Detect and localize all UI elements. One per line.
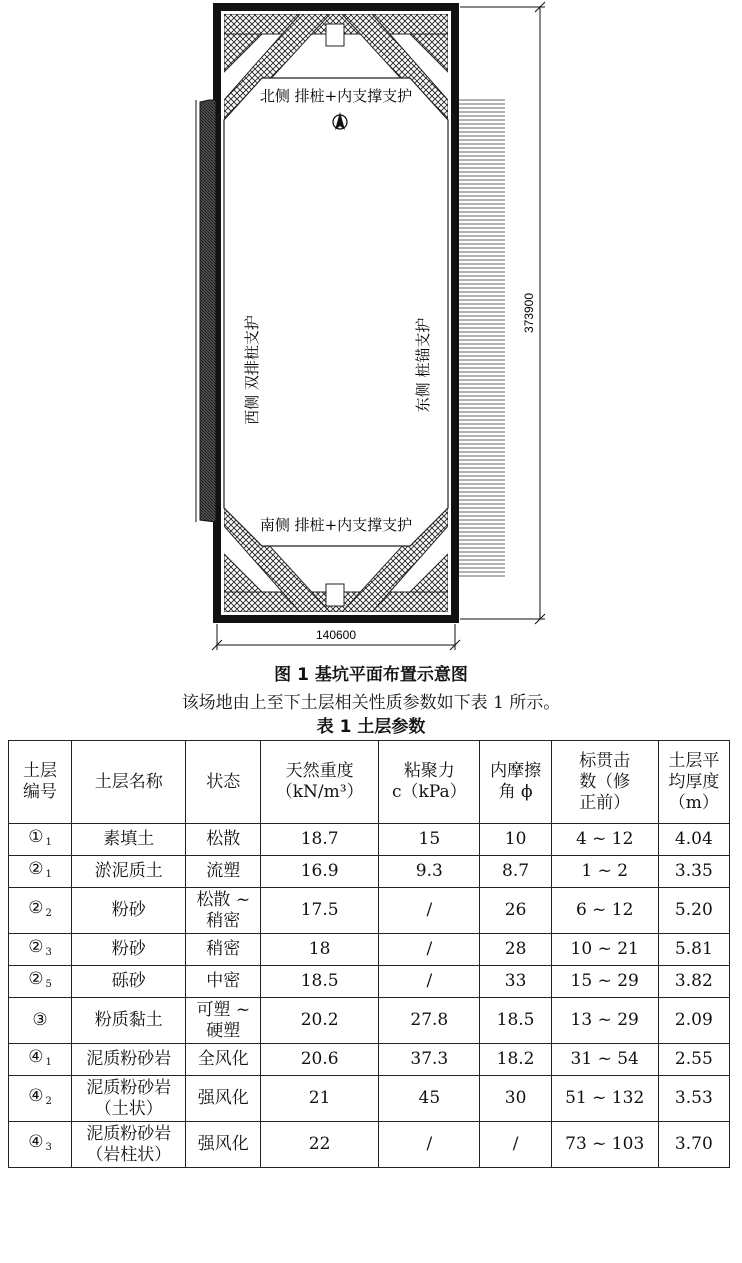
cell-cohesion: / xyxy=(379,1122,480,1168)
cell-friction-angle: 18.5 xyxy=(480,998,551,1044)
cell-state: 中密 xyxy=(186,966,261,998)
soil-parameter-table xyxy=(8,740,730,1168)
cell-layer-id: ① $_1$ xyxy=(9,824,72,856)
header-text: 正前） xyxy=(579,792,631,813)
header-text: 土层 xyxy=(23,761,57,781)
table-row xyxy=(9,888,730,934)
cell-unit-weight: 18.5 xyxy=(261,966,379,998)
cell-spt: 13 ~ 29 xyxy=(551,998,658,1044)
cell-layer-name: 泥质粉砂岩 （土状） xyxy=(72,1076,186,1122)
excavation-area xyxy=(224,78,448,546)
cell-unit-weight: 17.5 xyxy=(261,888,379,934)
cell-layer-id: ③ xyxy=(9,998,72,1044)
cell-friction-angle: 28 xyxy=(480,934,551,966)
cell-cohesion: / xyxy=(379,966,480,998)
cell-unit-weight: 20.2 xyxy=(261,998,379,1044)
cell-friction-angle: 33 xyxy=(480,966,551,998)
header-text: c（kPa） xyxy=(392,782,467,802)
cell-layer-id: ④ $_2$ xyxy=(9,1076,72,1122)
col-unit-weight xyxy=(261,741,379,824)
header-text: 状态 xyxy=(206,771,241,792)
cell-cohesion: 45 xyxy=(379,1076,480,1122)
cell-thickness: 5.20 xyxy=(658,888,729,934)
cell-unit-weight: 16.9 xyxy=(261,856,379,888)
cell-layer-id: ② $_5$ xyxy=(9,966,72,998)
table-row xyxy=(9,1044,730,1076)
header-text: 土层名称 xyxy=(94,771,163,792)
cell-spt: 10 ~ 21 xyxy=(551,934,658,966)
cell-layer-name: 粉砂 xyxy=(72,888,186,934)
cell-spt: 51 ~ 132 xyxy=(551,1076,658,1122)
cell-state: 全风化 xyxy=(186,1044,261,1076)
cell-friction-angle: 8.7 xyxy=(480,856,551,888)
cell-spt: 31 ~ 54 xyxy=(551,1044,658,1076)
cell-layer-name: 泥质粉砂岩 （岩柱状） xyxy=(72,1122,186,1168)
table-row xyxy=(9,1076,730,1122)
header-text: （m） xyxy=(668,792,719,813)
cell-layer-id: ② $_2$ xyxy=(9,888,72,934)
header-text: （kN/m³） xyxy=(275,782,364,802)
cell-spt: 4 ~ 12 xyxy=(551,824,658,856)
cell-unit-weight: 21 xyxy=(261,1076,379,1122)
cell-thickness: 3.82 xyxy=(658,966,729,998)
col-cohesion xyxy=(379,741,480,824)
cell-unit-weight: 18.7 xyxy=(261,824,379,856)
cell-thickness: 3.35 xyxy=(658,856,729,888)
table-row xyxy=(9,934,730,966)
cell-layer-id: ② $_1$ xyxy=(9,856,72,888)
table-row xyxy=(9,856,730,888)
cell-friction-angle: 30 xyxy=(480,1076,551,1122)
height-dimension-label: 373900 xyxy=(522,292,536,334)
cell-spt: 6 ~ 12 xyxy=(551,888,658,934)
cell-state: 松散 xyxy=(186,824,261,856)
cell-thickness: 2.09 xyxy=(658,998,729,1044)
cell-cohesion: / xyxy=(379,888,480,934)
cell-cohesion: 15 xyxy=(379,824,480,856)
table-header-row xyxy=(9,741,730,824)
west-label: 西侧 双排桩支护 xyxy=(243,315,261,425)
col-layer-name xyxy=(72,741,186,824)
cell-unit-weight: 20.6 xyxy=(261,1044,379,1076)
cell-layer-name: 砾砂 xyxy=(72,966,186,998)
figure-caption: 图 1 基坑平面布置示意图 xyxy=(274,665,468,685)
west-double-row-piles xyxy=(200,100,216,522)
header-text: 标贯击 xyxy=(579,750,631,771)
cell-layer-id: ④ $_3$ xyxy=(9,1122,72,1168)
col-state xyxy=(186,741,261,824)
cell-thickness: 3.53 xyxy=(658,1076,729,1122)
cell-unit-weight: 18 xyxy=(261,934,379,966)
width-dimension-label: 140600 xyxy=(315,628,357,642)
cell-cohesion: 37.3 xyxy=(379,1044,480,1076)
cell-layer-id: ④ $_1$ xyxy=(9,1044,72,1076)
cell-cohesion: 9.3 xyxy=(379,856,480,888)
cell-layer-name: 泥质粉砂岩 xyxy=(72,1044,186,1076)
cell-spt: 1 ~ 2 xyxy=(551,856,658,888)
cell-friction-angle: 18.2 xyxy=(480,1044,551,1076)
header-text: 天然重度 xyxy=(285,761,354,781)
cell-state: 松散 ~ 稍密 xyxy=(186,888,261,934)
header-text: 土层平 xyxy=(668,750,720,771)
col-layer-id xyxy=(9,741,72,824)
cell-layer-id: ② $_3$ xyxy=(9,934,72,966)
table-row xyxy=(9,1122,730,1168)
cell-state: 稍密 xyxy=(186,934,261,966)
col-friction-angle xyxy=(480,741,551,824)
cell-friction-angle: 26 xyxy=(480,888,551,934)
south-strut-node xyxy=(326,584,344,606)
header-text: 内摩擦 xyxy=(490,761,542,781)
cell-friction-angle: 10 xyxy=(480,824,551,856)
cell-state: 强风化 xyxy=(186,1122,261,1168)
cell-thickness: 4.04 xyxy=(658,824,729,856)
header-text: 角 ϕ xyxy=(498,782,533,802)
table-caption: 表 1 土层参数 xyxy=(316,717,426,737)
header-text: 数（修 xyxy=(579,771,631,792)
north-strut-node xyxy=(326,24,344,46)
cell-layer-name: 粉砂 xyxy=(72,934,186,966)
cell-layer-name: 淤泥质土 xyxy=(72,856,186,888)
col-thickness xyxy=(658,741,729,824)
cell-unit-weight: 22 xyxy=(261,1122,379,1168)
cell-state: 可塑 ~ 硬塑 xyxy=(186,998,261,1044)
table-row xyxy=(9,824,730,856)
south-label: 南侧 排桩+内支撑支护 xyxy=(259,516,413,534)
cell-cohesion: / xyxy=(379,934,480,966)
header-text: 编号 xyxy=(23,782,57,802)
cell-state: 流塑 xyxy=(186,856,261,888)
body-paragraph: 该场地由上至下土层相关性质参数如下表 1 所示。 xyxy=(181,693,561,713)
north-label: 北侧 排桩+内支撑支护 xyxy=(259,87,413,105)
cell-thickness: 2.55 xyxy=(658,1044,729,1076)
cell-spt: 73 ~ 103 xyxy=(551,1122,658,1168)
east-label: 东侧 桩锚支护 xyxy=(414,317,432,413)
anchor-lines xyxy=(458,100,505,576)
header-text: 粘聚力 xyxy=(403,761,455,781)
cell-layer-name: 素填土 xyxy=(72,824,186,856)
cell-cohesion: 27.8 xyxy=(379,998,480,1044)
col-spt xyxy=(551,741,658,824)
header-text: 均厚度 xyxy=(668,771,720,792)
cell-layer-name: 粉质黏土 xyxy=(72,998,186,1044)
table-row xyxy=(9,966,730,998)
cell-thickness: 5.81 xyxy=(658,934,729,966)
cell-state: 强风化 xyxy=(186,1076,261,1122)
cell-thickness: 3.70 xyxy=(658,1122,729,1168)
cell-friction-angle: / xyxy=(480,1122,551,1168)
cell-spt: 15 ~ 29 xyxy=(551,966,658,998)
table-row xyxy=(9,998,730,1044)
